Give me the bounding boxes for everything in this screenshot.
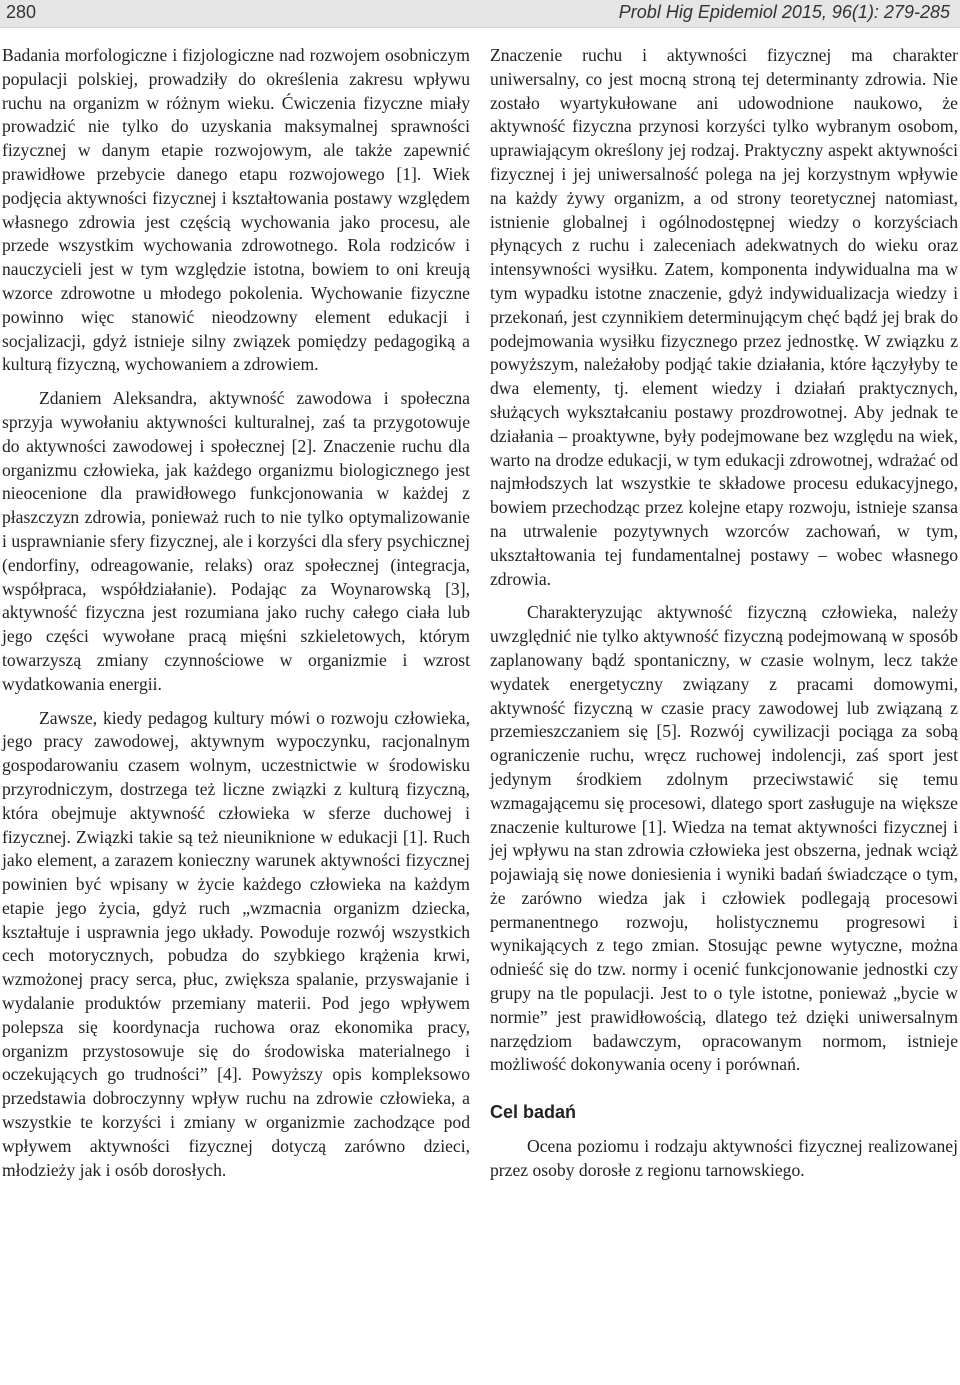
journal-reference: Probl Hig Epidemiol 2015, 96(1): 279-285 — [618, 2, 950, 22]
section-paragraph: Ocena poziomu i rodzaju aktywności fizycznej realizowanej przez osoby dorosłe z regionu tarnowskiego. — [490, 1136, 958, 1180]
left-column — [2, 44, 470, 1182]
left-paragraph-3: Zawsze, kiedy pedagog kultury mówi o rozwoju człowieka, jego pracy zawodowej, aktywnym wypoczynku, racjonalnym gospodarowaniu czasem wolnym, uczestnictwie w środowisku przyrodniczym, dostrzega też liczne związki z kulturą fizyczną, która obejmuje aktywność człowieka w sferze duchowej i fizycznej. Związki takie są też nieuniknione w edukacji [1]. Ruch jako element, a zarazem konieczny warunek aktywności fizycznej powinien być wpisany w życie każdego człowieka na każdym etapie jego życia, gdyż ruch „wzmacnia organizm dziecka, kształtuje i usprawnia jego układy. Powoduje rozwój wszystkich cech motorycznych, pobudza do szybkiego krążenia krwi, wzmożonej pracy serca, płuc, zwiększa spalanie, przyswajanie i wydalanie produktów przemiany materii. Pod jego wpływem polepsza się koordynacja ruchowa oraz ekonomika pracy, organizm przystosowuje się do środowiska materialnego i oczekujących go trudności” [4]. Powyższy opis kompleksowo przedstawia dobroczynny wpływ ruchu na zdrowie człowieka, a wszystkie te korzyści i zmiany w organizmie zachodzące pod wpływem aktywności fizycznej dotyczą zarówno dzieci, młodzieży jak i osób dorosłych. — [2, 707, 470, 1180]
left-paragraph-1: Badania morfologiczne i fizjologiczne nad rozwojem osobniczym populacji polskiej, prowadziły do określenia zakresu wpływu ruchu na organizm w różnym wieku. Ćwiczenia fizyczne miały prowadzić nie tylko do uzyskania maksymalnej sprawności fizycznej w danym etapie rozwojowym, ale także zapewnić prawidłowe przebycie danego etapu rozwojowego [1]. Wiek podjęcia aktywności fizycznej i kształtowania postawy względem własnego zdrowia jest częścią wychowania jako procesu, ale przede wszystkim wychowania zdrowotnego. Rola rodziców i nauczycieli jest w tym względzie istotna, bowiem to oni kreują wzorce zdrowotne u młodego pokolenia. Wychowanie fizyczne powinno więc stanowić nieodzowny element edukacji i socjalizacji, gdyż istnieje silny związek pomiędzy pedagogiką a kulturą fizyczną, wychowaniem a zdrowiem. — [2, 45, 470, 375]
left-paragraph-2: Zdaniem Aleksandra, aktywność zawodowa i społeczna sprzyja wywołaniu aktywności kulturalnej, zaś ta przygotowuje do aktywności zawodowej i społecznej [2]. Znaczenie ruchu dla organizmu człowieka, jak każdego organizmu biologicznego jest nieocenione dla prawidłowego funkcjonowania w każdej z płaszczyzn zdrowia, ponieważ ruch to nie tylko optymalizowanie i usprawnianie sfery fizycznej, ale i korzyści dla sfery psychicznej (endorfiny, odreagowanie, relaks) oraz społecznej (integracja, współpraca, współdziałanie). Podając za Woynarowską [3], aktywność fizyczna jest rozumiana jako ruchy całego ciała lub jego części wywołane pracą mięśni szkieletowych, którym towarzyszą zmiany czynnościowe w organizmie i wzrost wydatkowania energii. — [2, 388, 470, 694]
running-header — [0, 0, 960, 28]
page-number: 280 — [6, 2, 37, 22]
right-column — [490, 44, 958, 1183]
right-paragraph-1: Znaczenie ruchu i aktywności fizycznej ma charakter uniwersalny, co jest mocną stroną tej determinanty zdrowia. Nie zostało wyartykułowane ani udowodnione naukowo, że aktywność fizyczna przynosi korzyści tylko wybranym osobom, uprawiającym określony jej rodzaj. Praktyczny aspekt aktywności fizycznej i jej uniwersalność polega na jej korzystnym wpływie na każdy żywy organizm, a od strony teoretycznej natomiast, istnienie globalnej i ogólnodostępnej wiedzy o korzyściach płynących z ruchu i zaleceniach adekwatnych do wieku oraz intensywności wysiłku. Zatem, komponenta indywidualna ma w tym wypadku istotne znaczenie, gdyż indywidualizacja wiedzy i przekonań, jest czynnikiem determinującym chęć bądź jej brak do podejmowania wysiłku fizycznego przez jednostkę. W związku z powyższym, należałoby podjąć takie działania, które łączyłyby te dwa elementy, tj. element wiedzy i działań praktycznych, służących wykształcaniu postawy prozdrowotnej. Aby jednak te działania – proaktywne, były podejmowane bez względu na wiek, warto na drodze edukacji, w tym edukacji zdrowotnej, wdrażać od najmłodszych lat wszystkie te składowe procesu edukacyjnego, bowiem przechodząc przez kolejne etapy rozwoju, istnieje szansa na utrwalenie pozytywnych wzorców zachowań, w tym, ukształtowania tej fundamentalnej postawy – wobec własnego zdrowia. — [490, 45, 958, 589]
section-heading: Cel badań — [490, 1102, 577, 1123]
right-paragraph-2: Charakteryzując aktywność fizyczną człowieka, należy uwzględnić nie tylko aktywność fizyczną podejmowaną w sposób zaplanowany bądź spontaniczny, w czasie wolnym, lecz także wydatek energetyczny związany z pracami domowymi, aktywność fizyczną w czasie pracy zawodowej lub związaną z przemieszczaniem się [5]. Rozwój cywilizacji pociąga za sobą ograniczenie ruchu, wręcz ruchowej indolencji, zaś sport jest jedynym środkiem zdolnym przeciwstawić się temu wzmagającemu się procesowi, dlatego sport zasługuje na większe znaczenie kulturowe [1]. Wiedza na temat aktywności fizycznej i jej wpływu na stan zdrowia człowieka jest obszerna, jednak wciąż pojawiają się nowe doniesienia i wyniki badań świadczące o tym, że zarówno wiedza jak i człowiek podlegają procesowi permanentnego rozwoju, holistycznemu progresowi i wynikających z tego zmian. Stosując pewne wytyczne, można odnieść się do tzw. normy i ocenić funkcjonowanie jednostki czy grupy na tle populacji. Jest to o tyle istotne, ponieważ „bycie w normie” jest prawidłowością, dlatego też dzięki uniwersalnym narzędziom badawczym, opracowanym normom, istnieje możliwość dokonywania oceny i porównań. — [490, 602, 958, 1075]
